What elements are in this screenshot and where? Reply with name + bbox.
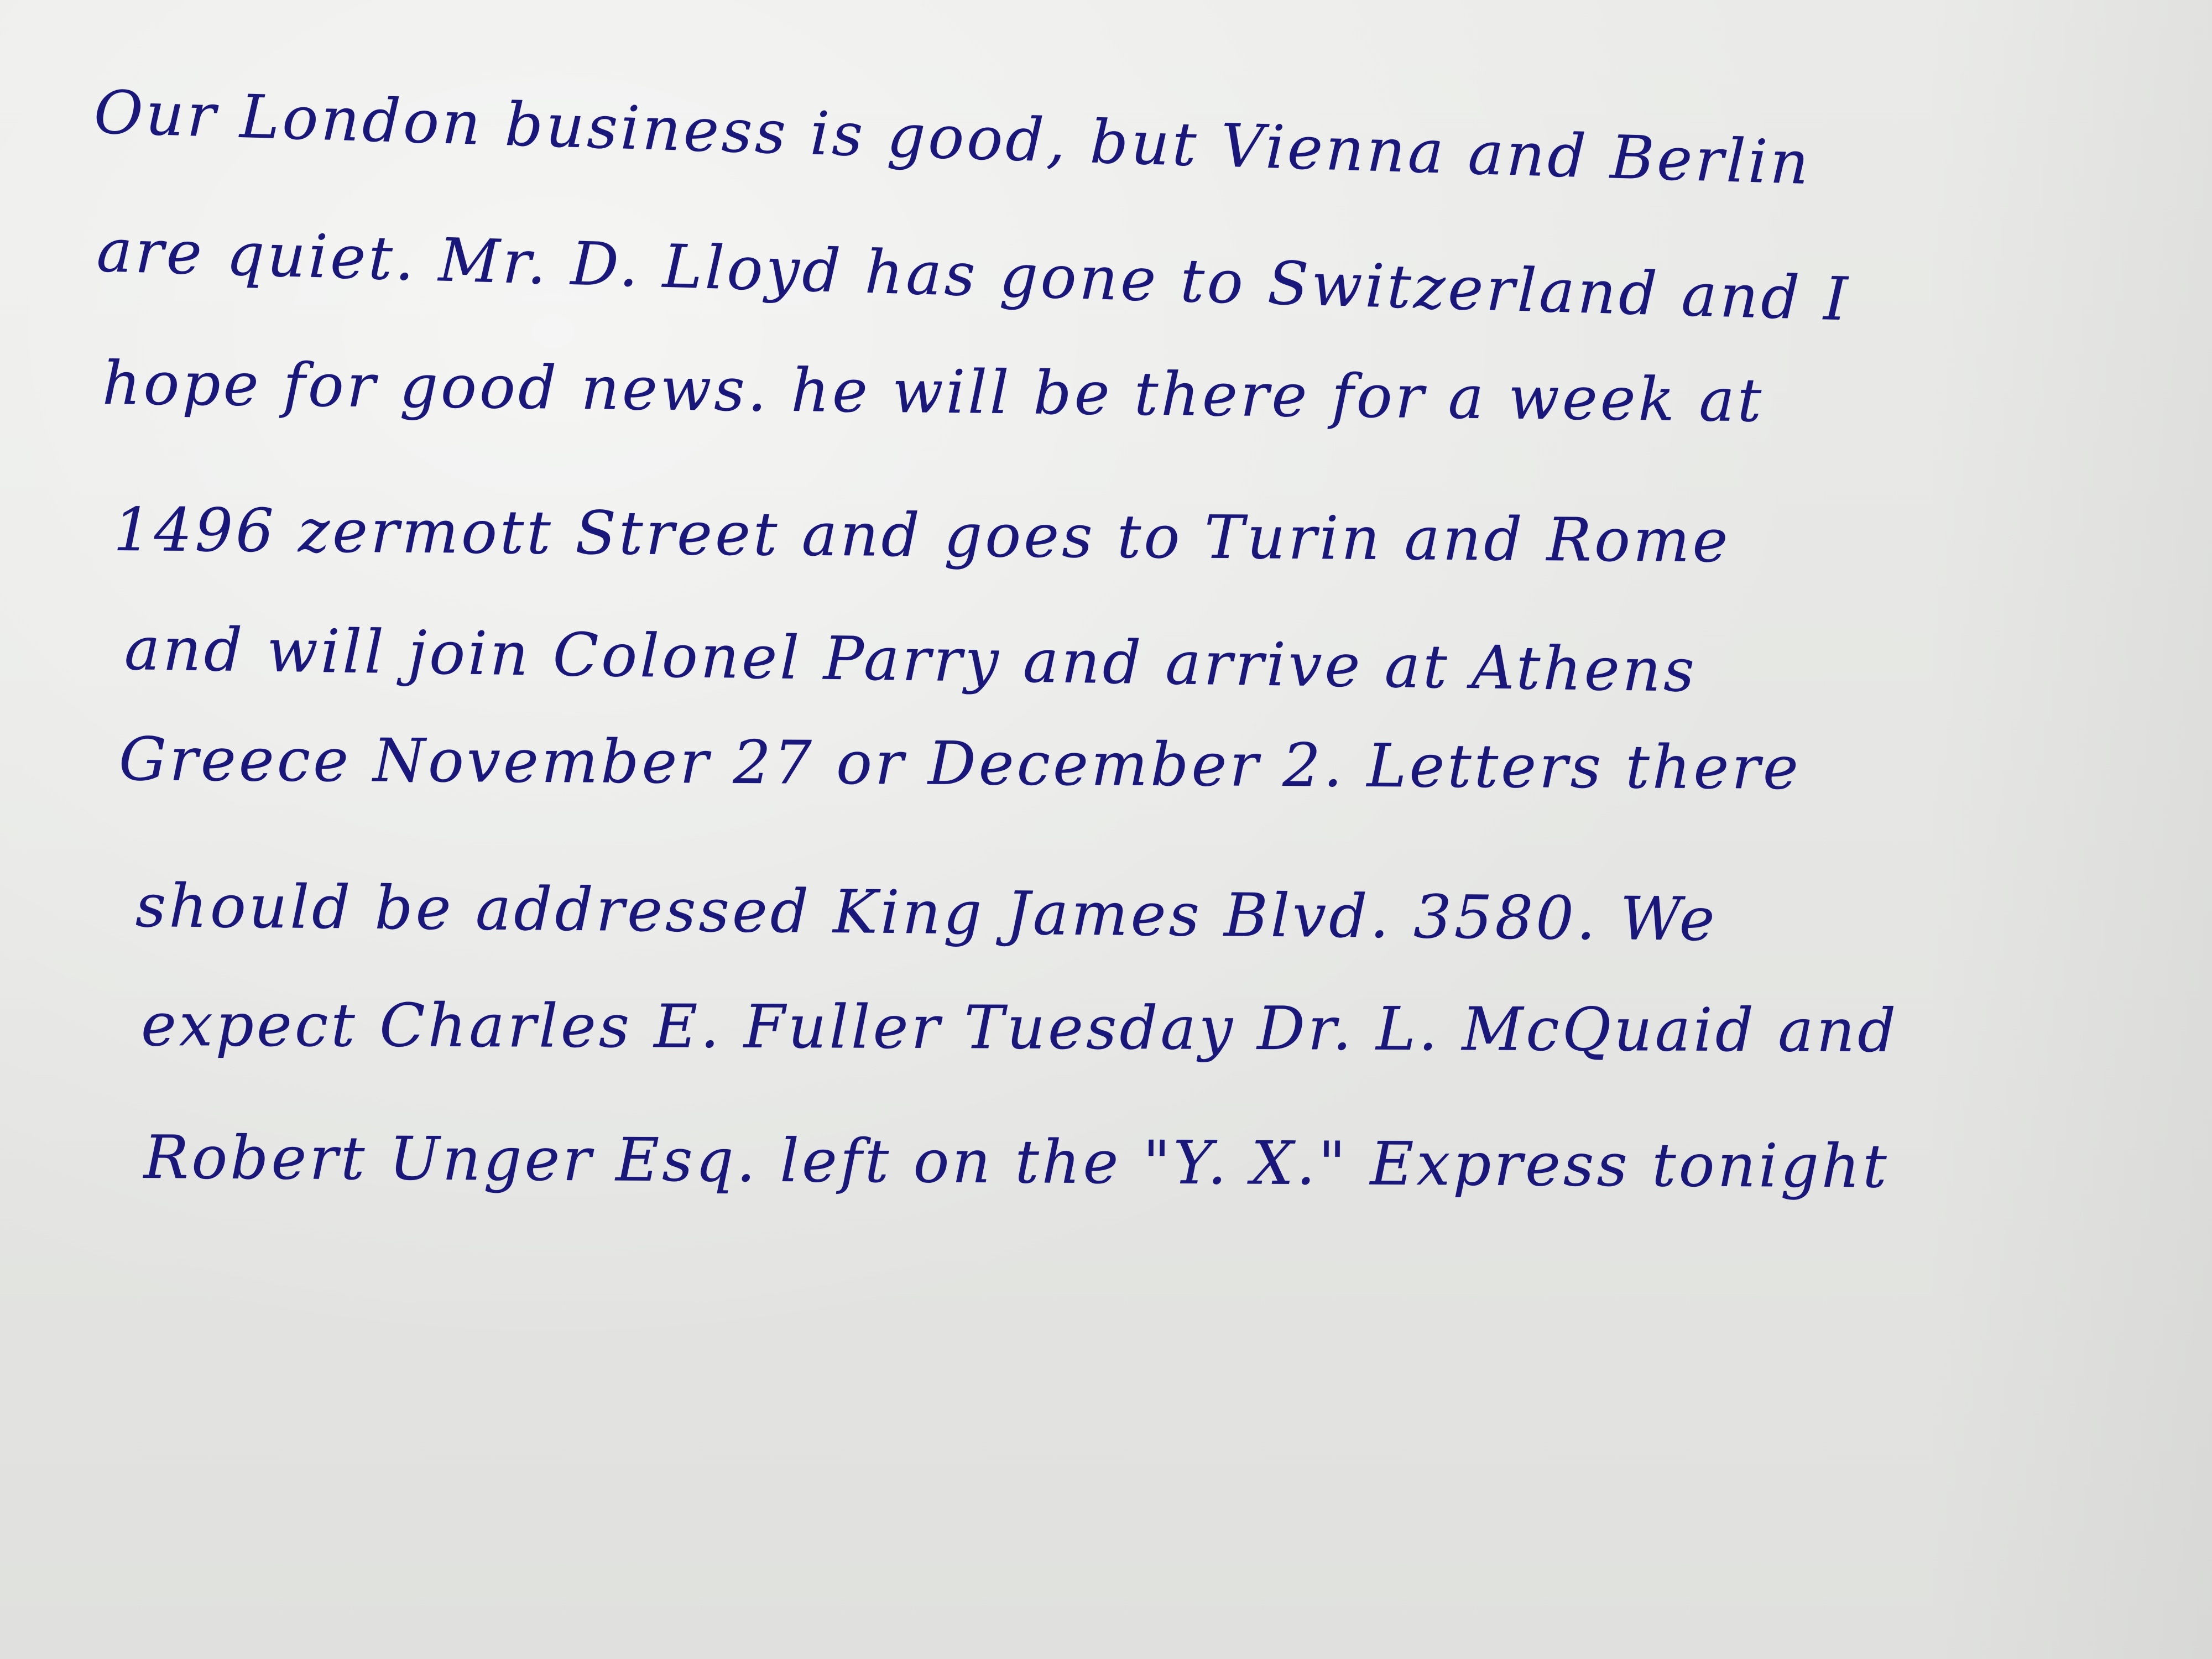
- handwritten-line-1: Our London business is good, but Vienna and Berlin: [93, 78, 1813, 199]
- paper-shading: [1924, 0, 2212, 1659]
- handwritten-line-8: expect Charles E. Fuller Tuesday Dr. L. McQuaid and: [140, 990, 1899, 1066]
- handwritten-line-4: 1496 zermott Street and goes to Turin and Rome: [113, 495, 1731, 576]
- handwritten-line-6: Greece November 27 or December 2. Letters there: [118, 725, 1802, 803]
- handwritten-line-7: should be addressed King James Blvd. 3580. We: [135, 872, 1718, 954]
- handwritten-line-5: and will join Colonel Parry and arrive at Athens: [124, 614, 1698, 706]
- handwritten-line-3: hope for good news. he will be there for a week at: [102, 349, 1765, 436]
- handwritten-line-2: are quiet. Mr. D. Lloyd has gone to Switzerland and I: [96, 216, 1851, 335]
- handwritten-line-9: Robert Unger Esq. left on the "Y. X." Express tonight: [143, 1123, 1890, 1202]
